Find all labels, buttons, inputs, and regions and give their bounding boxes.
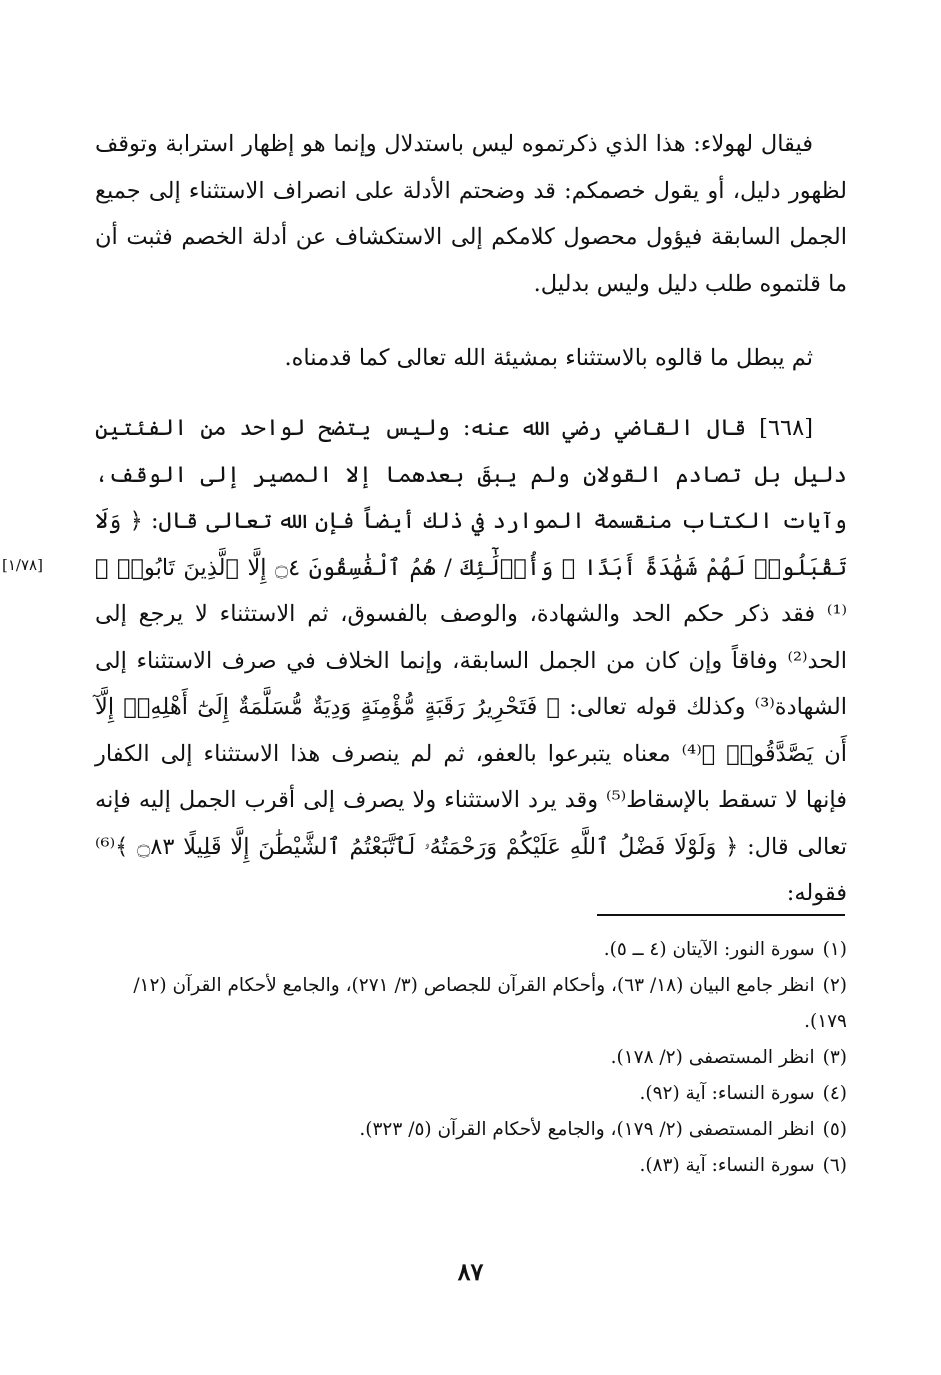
paragraph-1: فيقال لهولاء: هذا الذي ذكرتموه ليس باستدلال وإنما هو إظهار استرابة وتوقف لظهور دليل، أو يقول خصمكم: قد وضحتم الأدلة على انصراف الاستثناء إلى جميع الجمل السابقة فيؤول محصول كلامكم إلى الاستكشاف عن أدلة الخصم فثبت أن ما قلتموه طلب دليل وليس بدليل. bbox=[95, 131, 847, 297]
footnote-text: سورة النساء: آية (٩٢). bbox=[639, 1083, 815, 1104]
footnote-text: انظر جامع البيان (١٨/ ٦٣)، وأحكام القرآن للجصاص (٣/ ٢٧١)، والجامع لأحكام القرآن (١٢/ ١٧٩). bbox=[133, 975, 847, 1032]
footnote-number: (٤) bbox=[822, 1083, 847, 1104]
main-text-block-3 bbox=[95, 405, 847, 917]
footnote-6 bbox=[95, 1148, 847, 1184]
footnote-1 bbox=[95, 932, 847, 968]
footnote-number: (٢) bbox=[822, 975, 847, 996]
footnote-text: انظر المستصفى (٢/ ١٧٨). bbox=[610, 1047, 815, 1068]
marginal-page-reference: [١/٧٨] bbox=[2, 556, 43, 574]
footnote-2 bbox=[95, 968, 847, 1040]
footnote-number: (٥) bbox=[822, 1119, 847, 1140]
main-text-block-2 bbox=[95, 335, 847, 382]
footnote-separator bbox=[597, 914, 845, 916]
paragraph-2: ثم يبطل ما قالوه بالاستثناء بمشيئة الله تعالى كما قدمناه. bbox=[284, 345, 813, 371]
footnote-number: (٦) bbox=[822, 1155, 847, 1176]
paragraph-3: [٦٦٨] قال القاضي رضي الله عنه: وليس يتضح لواحد من الفئتين دليل بل تصادم القولان ولم يبقَ بعدهما إلا المصير إلى الوقف، وآيات الكتاب منقسمة الموارد في ذلك أيضاً فإن الله تعالى قال: ﴿ وَلَا تَقْبَلُوا۟ لَهُمْ شَهَٰدَةً أَبَدًا ۚ وَأُو۟لَٰٓئِكَ / هُمُ ٱلْفَٰسِقُونَ ۝٤ إِلَّا ٱلَّذِينَ تَابُوا۟ ﴾⁽¹⁾ فقد ذكر حكم الحد والشهادة، والوصف بالفسوق، ثم الاستثناء لا يرجع إلى الحد⁽²⁾ وفاقاً وإن كان من الجمل السابقة، وإنما الخلاف في صرف الاستثناء إلى الشهادة⁽³⁾ وكذلك قوله تعالى: ﴿ فَتَحْرِيرُ رَقَبَةٍ مُّؤْمِنَةٍ وَدِيَةٌ مُّسَلَّمَةٌ إِلَىٰٓ أَهْلِهِۦٓ إِلَّآ أَن يَصَّدَّقُوا۟ ﴾⁽⁴⁾ معناه يتبرعوا بالعفو، ثم لم ينصرف هذا الاستثناء إلى الكفار فإنها لا تسقط بالإسقاط⁽⁵⁾ وقد يرد الاستثناء ولا يصرف إلى أقرب الجمل إليه فإنه تعالى قال: ﴿ وَلَوْلَا فَضْلُ ٱللَّهِ عَلَيْكُمْ وَرَحْمَتُهُۥ لَٱتَّبَعْتُمُ ٱلشَّيْطَٰنَ إِلَّا قَلِيلًا ۝٨٣ ﴾⁽⁶⁾ فقوله: bbox=[95, 415, 848, 906]
footnote-3 bbox=[95, 1040, 847, 1076]
footnote-text: انظر المستصفى (٢/ ١٧٩)، والجامع لأحكام القرآن (٥/ ٣٢٣). bbox=[359, 1119, 815, 1140]
footnote-text: سورة النساء: آية (٨٣). bbox=[639, 1155, 815, 1176]
footnote-number: (٣) bbox=[822, 1047, 847, 1068]
page-number: ٨٧ bbox=[457, 1257, 484, 1286]
footnote-number: (١) bbox=[822, 939, 847, 960]
main-text-block-1 bbox=[95, 121, 847, 307]
footnote-4 bbox=[95, 1076, 847, 1112]
footnote-5 bbox=[95, 1112, 847, 1148]
footnote-text: سورة النور: الآيتان (٤ ــ ٥). bbox=[603, 939, 815, 960]
footnotes bbox=[95, 932, 847, 1184]
